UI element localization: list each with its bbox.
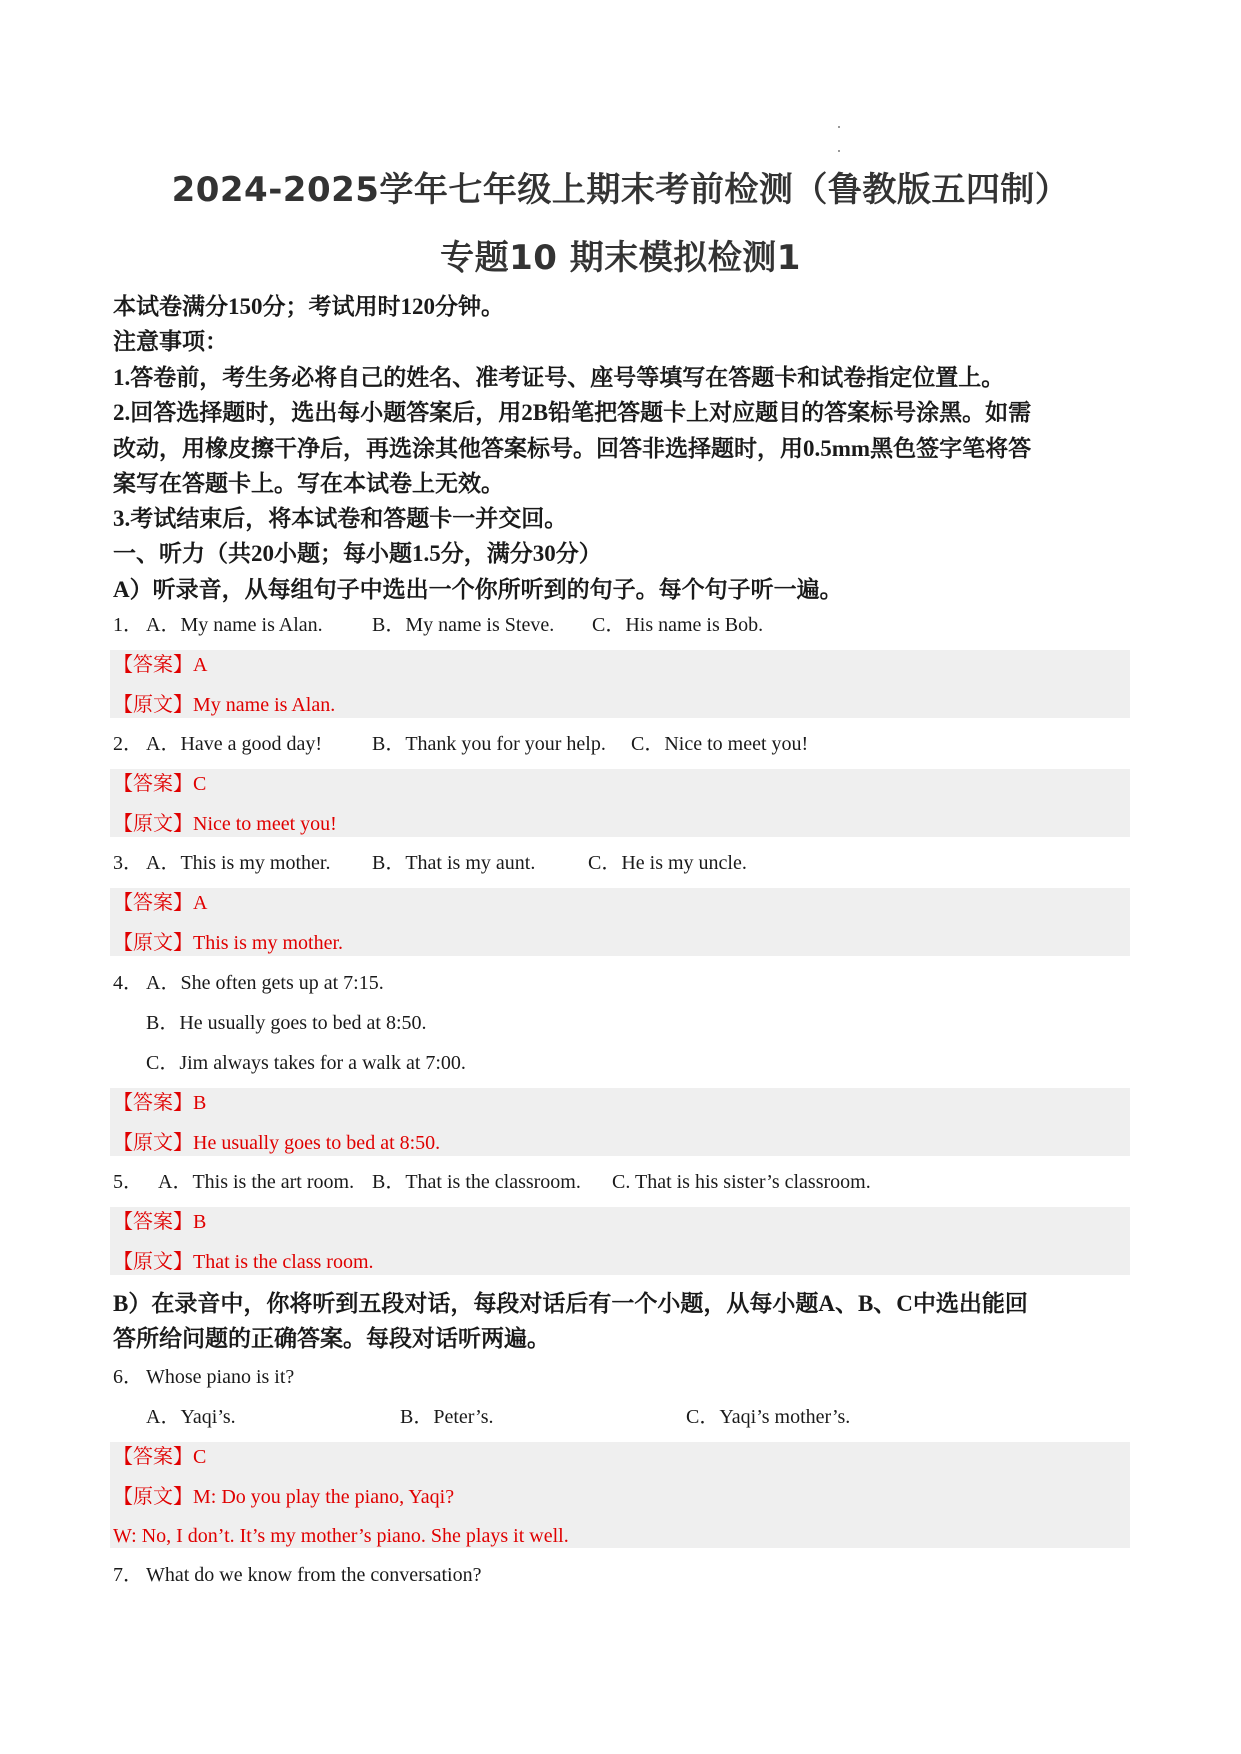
option-b: B．My name is Steve. (372, 614, 555, 636)
section-heading: 一、听力（共20小题；每小题1.5分，满分30分） (113, 541, 602, 566)
part-b-instruction: B）在录音中，你将听到五段对话，每段对话后有一个小题，从每小题A、B、C中选出能回 (113, 1291, 1028, 1316)
part-a-instruction: A）听录音，从每组句子中选出一个你所听到的句子。每个句子听一遍。 (113, 577, 843, 602)
option-c: C. That is his sister’s classroom. (612, 1171, 871, 1193)
option-b: B．That is my aunt. (372, 852, 536, 874)
answer-line (113, 650, 207, 680)
notice-item-2: 2.回答选择题时，选出每小题答案后，用2B铅笔把答题卡上对应题目的答案标号涂黑。如需 (113, 400, 1032, 425)
original-text: M: Do you play the piano, Yaqi? (193, 1486, 455, 1508)
answer-label: 【答案】 (113, 654, 193, 676)
exam-title: 2024-2025学年七年级上期末考前检测（鲁教版五四制） (171, 170, 1070, 210)
original-label: 【原文】 (113, 1486, 193, 1508)
original-line (113, 690, 335, 720)
original-text: Nice to meet you! (193, 813, 337, 835)
original-line (113, 1482, 454, 1512)
question-number: 1． (113, 614, 143, 636)
original-line (113, 1247, 374, 1277)
original-line (113, 809, 337, 839)
answer-line (113, 769, 206, 799)
answer-value: C (193, 773, 207, 795)
exam-info: 本试卷满分150分；考试用时120分钟。 (113, 294, 504, 319)
question-number: 5． (113, 1171, 143, 1193)
scan-mark (838, 126, 840, 128)
option-c: C．Nice to meet you! (631, 733, 809, 755)
option-a: A．Have a good day! (146, 733, 323, 755)
answer-value: A (193, 892, 208, 914)
question-text: Whose piano is it? (146, 1366, 295, 1388)
option-c: C．His name is Bob. (592, 614, 764, 636)
option-b: B．Peter’s. (400, 1406, 494, 1428)
answer-line (113, 1207, 206, 1237)
option-c: C．Jim always takes for a walk at 7:00. (146, 1052, 466, 1074)
original-label: 【原文】 (113, 694, 193, 716)
original-line (113, 1128, 440, 1158)
answer-value: B (193, 1211, 207, 1233)
answer-line (113, 888, 207, 918)
answer-value: B (193, 1092, 207, 1114)
option-a: A．This is my mother. (146, 852, 331, 874)
notice-heading: 注意事项： (113, 329, 228, 354)
exam-subtitle: 专题10 期末模拟检测1 (440, 238, 801, 278)
original-text: My name is Alan. (193, 694, 336, 716)
original-text-cont: W: No, I don’t. It’s my mother’s piano. She plays it well. (113, 1525, 569, 1547)
question-number: 3． (113, 852, 143, 874)
original-label: 【原文】 (113, 813, 193, 835)
scan-mark (838, 150, 840, 152)
answer-value: A (193, 654, 208, 676)
option-c: C．Yaqi’s mother’s. (686, 1406, 851, 1428)
answer-line (113, 1088, 206, 1118)
question-number: 6． (113, 1366, 143, 1388)
option-a: A．My name is Alan. (146, 614, 323, 636)
question-number: 2． (113, 733, 143, 755)
answer-label: 【答案】 (113, 1446, 193, 1468)
answer-label: 【答案】 (113, 1211, 193, 1233)
original-label: 【原文】 (113, 932, 193, 954)
answer-line (113, 1442, 206, 1472)
original-text: He usually goes to bed at 8:50. (193, 1132, 441, 1154)
answer-label: 【答案】 (113, 892, 193, 914)
answer-label: 【答案】 (113, 773, 193, 795)
original-label: 【原文】 (113, 1132, 193, 1154)
original-text: That is the class room. (193, 1251, 374, 1273)
answer-value: C (193, 1446, 207, 1468)
option-a: A．She often gets up at 7:15. (146, 972, 384, 994)
original-text: This is my mother. (193, 932, 343, 954)
original-label: 【原文】 (113, 1251, 193, 1273)
option-a: A．Yaqi’s. (146, 1406, 236, 1428)
notice-item-1: 1.答卷前，考生务必将自己的姓名、准考证号、座号等填写在答题卡和试卷指定位置上。 (113, 365, 1005, 390)
part-b-instruction-cont: 答所给问题的正确答案。每段对话听两遍。 (113, 1326, 550, 1351)
question-text: What do we know from the conversation? (146, 1564, 482, 1586)
option-b: B．Thank you for your help. (372, 733, 606, 755)
question-number: 7． (113, 1564, 143, 1586)
option-b: B．He usually goes to bed at 8:50. (146, 1012, 427, 1034)
notice-item-3: 3.考试结束后，将本试卷和答题卡一并交回。 (113, 506, 568, 531)
option-b: B．That is the classroom. (372, 1171, 581, 1193)
answer-label: 【答案】 (113, 1092, 193, 1114)
notice-item-2-cont: 改动，用橡皮擦干净后，再选涂其他答案标号。回答非选择题时，用0.5mm黑色签字笔将答 (113, 436, 1032, 461)
option-a: A．This is the art room. (158, 1171, 355, 1193)
option-c: C．He is my uncle. (588, 852, 747, 874)
original-line (113, 928, 343, 958)
question-number: 4． (113, 972, 143, 994)
notice-item-2-cont: 案写在答题卡上。写在本试卷上无效。 (113, 471, 504, 496)
